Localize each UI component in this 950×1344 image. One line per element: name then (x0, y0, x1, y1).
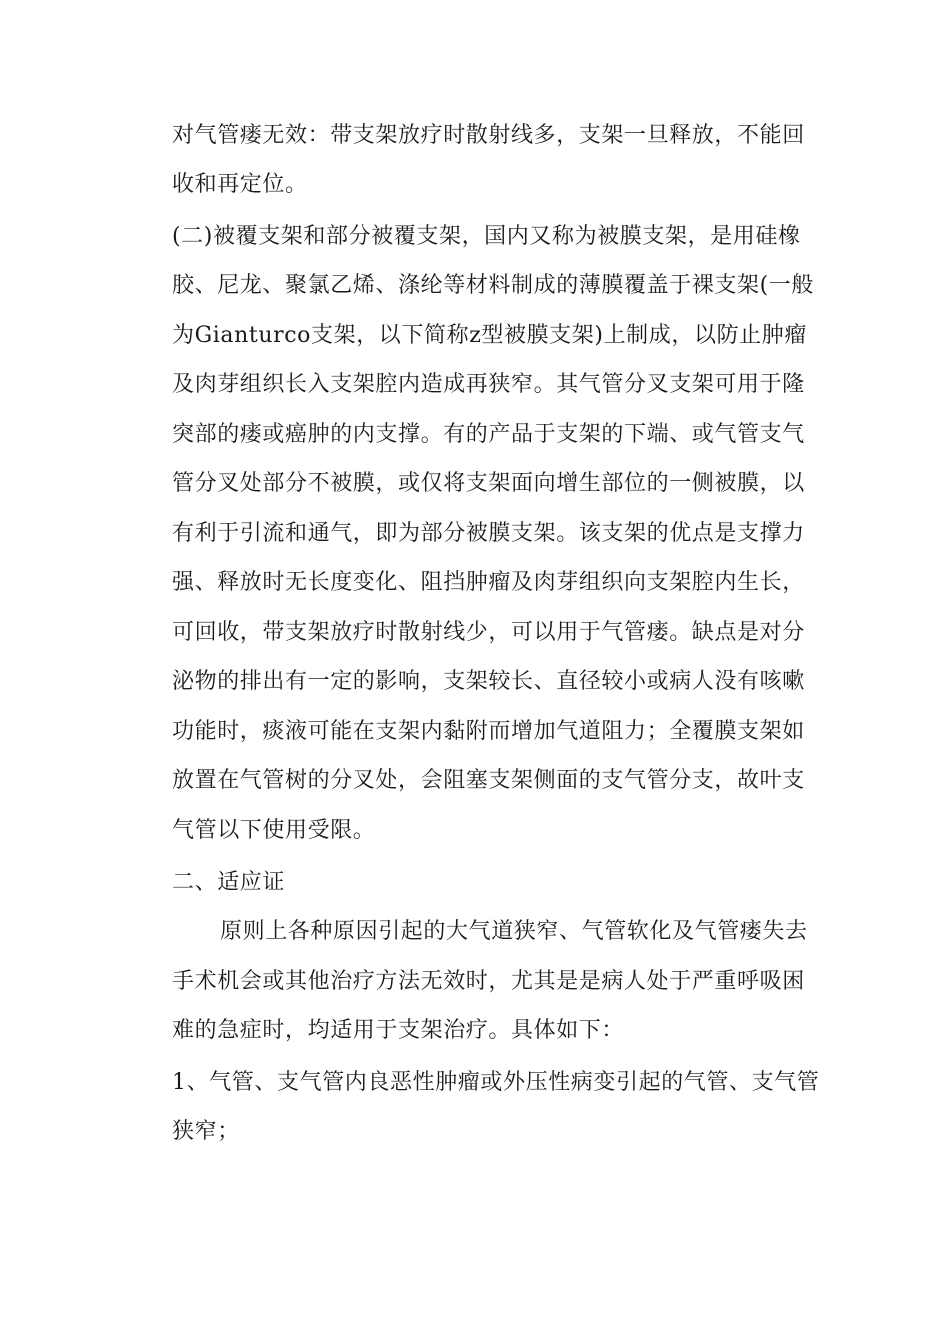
text-line-2: 收和再定位。 (172, 172, 308, 197)
text-line-6: 及肉芽组织长入支架腔内造成再狭窄。其气管分叉支架可用于隆 (172, 372, 805, 397)
text-line-4: 胶、尼龙、聚氯乙烯、涤纶等材料制成的薄膜覆盖于裸支架(一般 (172, 273, 814, 298)
text-line-18: 手术机会或其他治疗方法无效时，尤其是是病人处于严重呼吸困 (172, 969, 805, 994)
text-line-11: 可回收，带支架放疗时散射线少，可以用于气管瘘。缺点是对分 (172, 620, 805, 645)
text-line-21: 狭窄； (172, 1119, 240, 1144)
text-line-10: 强、释放时无长度变化、阻挡肿瘤及肉芽组织向支架腔内生长， (172, 570, 805, 595)
text-line-5: 为Gianturco支架，以下简称z型被膜支架)上制成，以防止肿瘤 (172, 323, 807, 348)
text-line-9: 有利于引流和通气，即为部分被膜支架。该支架的优点是支撑力 (172, 521, 805, 546)
text-line-12: 泌物的排出有一定的影响，支架较长、直径较小或病人没有咳嗽 (172, 669, 805, 694)
text-line-15: 气管以下使用受限。 (172, 818, 376, 843)
text-line-19: 难的急症时，均适用于支架治疗。具体如下： (172, 1018, 625, 1043)
text-line-7: 突部的瘘或癌肿的内支撑。有的产品于支架的下端、或气管支气 (172, 422, 805, 447)
text-line-1: 对气管瘘无效：带支架放疗时散射线多，支架一旦释放，不能回 (172, 123, 805, 148)
text-line-14: 放置在气管树的分叉处，会阻塞支架侧面的支气管分支，故叶支 (172, 768, 805, 793)
section-heading: 二、适应证 (172, 870, 286, 895)
text-line-20: 1、气管、支气管内良恶性肿瘤或外压性病变引起的气管、支气管 (172, 1070, 820, 1095)
text-line-8: 管分叉处部分不被膜，或仅将支架面向增生部位的一侧被膜，以 (172, 471, 805, 496)
text-line-13: 功能时，痰液可能在支架内黏附而增加气道阻力；全覆膜支架如 (172, 719, 805, 744)
text-line-3: (二)被覆支架和部分被覆支架，国内又称为被膜支架，是用硅橡 (172, 224, 801, 249)
text-line-17: 原则上各种原因引起的大气道狭窄、气管软化及气管瘘失去 (220, 919, 808, 944)
